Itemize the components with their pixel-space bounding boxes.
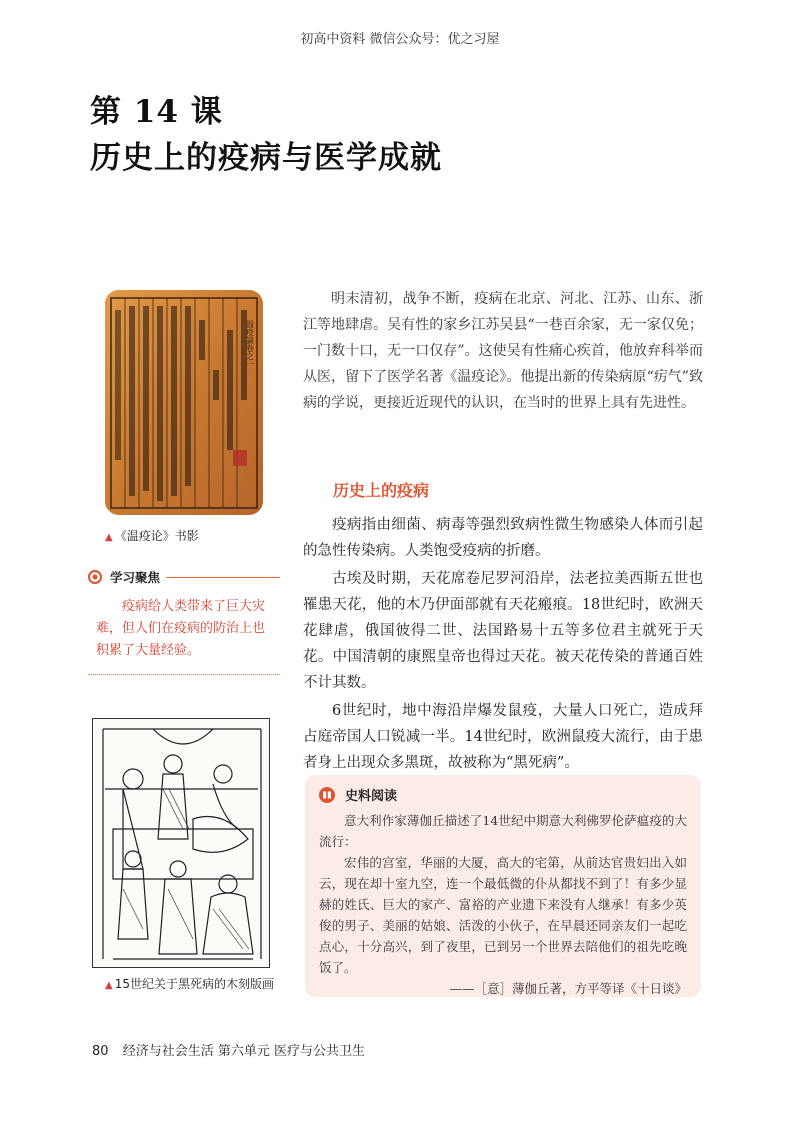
- footer-text: 经济与社会生活 第六单元 医疗与公共卫生: [122, 1044, 365, 1059]
- source-reading-box: [305, 775, 701, 997]
- woodcut-caption-text: 15世纪关于黑死病的木刻版画: [114, 977, 274, 991]
- wenyilun-book-image: [105, 290, 263, 515]
- section-body: [303, 512, 703, 778]
- header-note: 初高中资料 微信公众号：优之习屋: [300, 32, 500, 47]
- source-intro: 意大利作家薄伽丘描述了14世纪中期意大利佛罗伦萨瘟疫的大流行：: [319, 813, 687, 849]
- page-number: 80: [92, 1044, 109, 1059]
- intro-paragraph: 明末清初，战争不断，疫病在北京、河北、江苏、山东、浙江等地肆虐。吴有性的家乡江苏吴县“一巷百余家，无一家仅免；一门数十口，无一口仅存”。这使吴有性痛心疾首，他放弃科举而从医，留下了医学名著《温疫论》。他提出新的传染病原“疠气”致病的学说，更接近近现代的认识，在当时的世界上具有先进性。: [303, 291, 703, 411]
- triangle-marker-icon: ▲: [105, 980, 113, 991]
- lesson-number: 第 14 课: [90, 94, 223, 130]
- body-paragraph: 古埃及时期，天花席卷尼罗河沿岸，法老拉美西斯五世也罹患天花，他的木乃伊面部就有天花瘢痕。18世纪时，欧洲天花肆虐，俄国彼得二世、法国路易十五等多位君主就死于天花。中国清朝的康熙皇帝也得过天花。被天花传染的普通百姓不计其数。: [303, 571, 703, 691]
- source-citation: ——［意］薄伽丘著，方平等译《十日谈》: [449, 981, 687, 996]
- triangle-marker-icon: ▲: [105, 532, 113, 543]
- divider: [166, 577, 280, 578]
- source-quote: 宏伟的宫室，华丽的大厦，高大的宅第，从前达官贵妇出入如云，现在却十室九空，连一个最低微的仆从都找不到了！有多少显赫的姓氏、巨大的家产、富裕的产业遗下来没有人继承！有多少英俊的男子、美丽的姑娘、活泼的小伙子，在早晨还同亲友们一起吃点心，十分高兴，到了夜里，已到另一个世界去陪他们的祖先吃晚饭了。: [319, 855, 687, 975]
- lesson-title: 历史上的疫病与医学成就: [90, 140, 442, 176]
- book-icon: [319, 787, 335, 803]
- target-icon: [88, 570, 102, 584]
- black-death-woodcut-image: [92, 718, 270, 968]
- source-reading-label: 史料阅读: [345, 789, 398, 804]
- intro-section: [303, 286, 703, 416]
- body-paragraph: 6世纪时，地中海沿岸爆发鼠疫，大量人口死亡，造成拜占庭帝国人口锐减一半。14世纪时，欧洲鼠疫大流行，由于患者身上出现众多黑斑，故被称为“黑死病”。: [303, 703, 703, 771]
- section-heading: 历史上的疫病: [333, 481, 430, 500]
- woodcut-caption: [105, 975, 274, 992]
- book-caption: [105, 527, 199, 544]
- body-paragraph: 疫病指由细菌、病毒等强烈致病性微生物感染人体而引起的急性传染病。人类饱受疫病的折磨。: [303, 517, 703, 559]
- study-focus-box: [88, 568, 280, 675]
- book-caption-text: 《温疫论》书影: [114, 529, 199, 543]
- book-logo-text: 温疫論卷之一: [245, 320, 255, 368]
- page-footer: [92, 1040, 365, 1059]
- study-focus-text: 疫病给人类带来了巨大灾难，但人们在疫病的防治上也积累了大量经验。: [88, 596, 280, 675]
- study-focus-label: 学习聚焦: [110, 570, 161, 585]
